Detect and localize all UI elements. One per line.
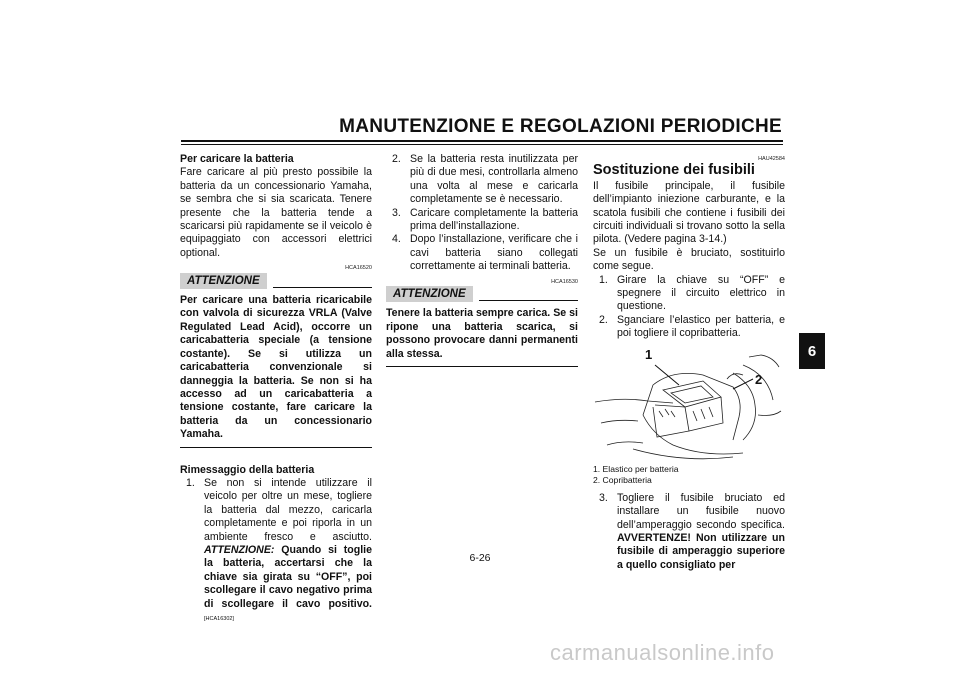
legend-item-1: 1. Elastico per batteria bbox=[593, 463, 679, 474]
header-rule bbox=[181, 140, 783, 142]
list-text bbox=[200, 477, 372, 626]
list-text: Sganciare l’elastico per batteria, e poi togliere il copribatteria. bbox=[617, 313, 785, 340]
section-intro: Il fusibile principale, il fusibile dell’impianto iniezione carburante, e la scatola fusibili che contiene i fusibili dei circuiti individuali si trovano sotto la sella pilota. (Vedere pagina 3-14.) bbox=[593, 179, 785, 246]
callout-1: 1 bbox=[645, 346, 653, 362]
section-title: Sostituzione dei fusibili bbox=[593, 162, 755, 179]
item3-warning: AVVERTENZE! Non utilizzare un fusibile di amperaggio superiore a quello consigliato per bbox=[617, 531, 785, 571]
list-number: 4. bbox=[392, 233, 401, 246]
storage-heading: Rimessaggio della batteria bbox=[180, 463, 315, 476]
attention-code: HCA16520 bbox=[345, 265, 372, 272]
list-number: 1. bbox=[599, 273, 608, 286]
attention-badge: ATTENZIONE bbox=[180, 273, 267, 289]
inline-warning-text: Quando si toglie la batteria, accertarsi che la chiave sia girata su “OFF”, poi scollegare il cavo negativo prima di scollegare il cavo positivo. bbox=[204, 543, 372, 610]
chapter-tab: 6 bbox=[799, 333, 825, 369]
list-item bbox=[593, 314, 785, 341]
list-item bbox=[386, 233, 578, 273]
column-right bbox=[593, 153, 785, 572]
list-item bbox=[386, 207, 578, 234]
list-item bbox=[593, 274, 785, 314]
inline-attention-label: ATTENZIONE: bbox=[204, 543, 275, 556]
attention-text: Per caricare una batteria ricaricabile con valvola di sicurezza VRLA (Valve Regulated Lead Acid), occorre un caricabatteria speciale (a tensione costante). Se si utilizza un caricabatteria convenzionale si danneggia la batteria. Se non si ha accesso ad un caricabatteria a tensione costante, fare caricare la batteria da un concessionario Yamaha. bbox=[180, 294, 372, 441]
attention-header bbox=[386, 286, 578, 302]
section-intro-2: Se un fusibile è bruciato, sostituirlo come segue. bbox=[593, 246, 785, 273]
attention-line bbox=[479, 300, 578, 301]
charging-heading: Per caricare la batteria bbox=[180, 153, 294, 165]
watermark: carmanualsonline.info bbox=[550, 640, 775, 665]
list-text: Caricare completamente la batteria prima dell’installazione. bbox=[410, 206, 578, 233]
list-text: Se la batteria resta inutilizzata per più di due mesi, controllarla almeno una volta al mese e caricarla completamente se è necessario. bbox=[410, 153, 578, 206]
attention-header bbox=[180, 273, 372, 289]
inline-code: [HCA16302] bbox=[204, 616, 234, 622]
list-number: 3. bbox=[599, 491, 608, 504]
battery-illustration bbox=[593, 345, 785, 463]
column-middle bbox=[386, 153, 578, 367]
callout-2: 2 bbox=[755, 371, 763, 387]
attention-end-rule bbox=[386, 366, 578, 367]
storage-item-text: Se non si intende utilizzare il veicolo per oltre un mese, togliere la batteria dal mezzo, caricarla completamente e poi riporla in un ambiente fresco e asciutto. bbox=[204, 476, 372, 543]
item3-text: Togliere il fusibile bruciato ed installare un fusibile nuovo dell’amperaggio secondo specifica. bbox=[617, 491, 785, 531]
attention-text: Tenere la batteria sempre carica. Se si ripone una batteria scarica, si possono provocare danni permanenti alla stessa. bbox=[386, 307, 578, 360]
page-title: MANUTENZIONE E REGOLAZIONI PERIODICHE bbox=[339, 116, 782, 137]
legend-item-2: 2. Copribatteria bbox=[593, 474, 652, 485]
list-item bbox=[180, 477, 372, 626]
attention-end-rule bbox=[180, 447, 372, 448]
list-text: Girare la chiave su “OFF” e spegnere il circuito elettrico in questione. bbox=[617, 273, 785, 313]
attention-line bbox=[273, 287, 372, 288]
list-number: 2. bbox=[599, 313, 608, 326]
list-item bbox=[386, 153, 578, 207]
battery-drawing bbox=[593, 345, 785, 463]
attention-badge: ATTENZIONE bbox=[386, 286, 473, 302]
charging-text: Fare caricare al più presto possibile la batteria da un concessionario Yamaha, se sembra che si sia scaricata. Tenere presente che la batteria tende a scaricarsi più rapidamente se il veicolo è equipaggiato con accessori elettrici optional. bbox=[180, 166, 372, 259]
list-text bbox=[613, 492, 785, 572]
list-number: 2. bbox=[392, 153, 401, 165]
list-item bbox=[593, 492, 785, 572]
section-code: HAU42584 bbox=[758, 156, 785, 162]
list-number: 3. bbox=[392, 206, 401, 219]
page-number: 6-26 bbox=[469, 552, 491, 564]
attention-code: HCA16530 bbox=[551, 278, 578, 285]
list-number: 1. bbox=[186, 476, 195, 489]
list-text: Dopo l’installazione, verificare che i cavi batteria siano collegati correttamente ai terminali batteria. bbox=[410, 233, 578, 273]
column-left bbox=[180, 153, 372, 626]
header-rule-thin bbox=[181, 144, 783, 145]
